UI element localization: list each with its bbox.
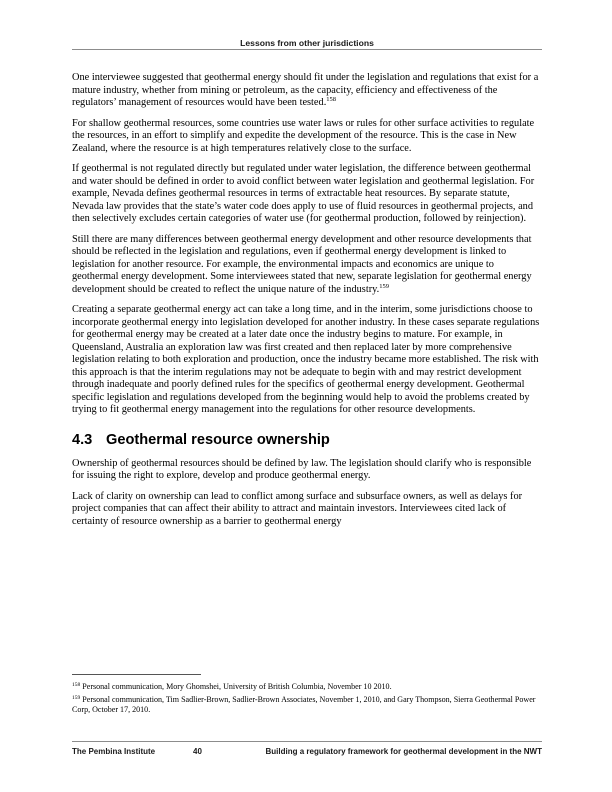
section-title: Geothermal resource ownership: [106, 431, 330, 448]
footnote-ref-158: 158: [326, 96, 337, 103]
page-number: 40: [193, 747, 202, 756]
section-heading: [72, 432, 542, 449]
header-divider: [72, 49, 542, 50]
main-content: [72, 72, 542, 536]
section-paragraph-2: Lack of clarity on ownership can lead to conflict among surface and subsurface owners, as well as delays for project companies that can affect their ability to attract and maintain investors. Interviewees cited lack of certainty of resource ownership as a barrier to geothermal energy: [72, 490, 523, 527]
footnotes: [72, 682, 542, 718]
paragraph-2: For shallow geothermal resources, some countries use water laws or rules for other surface activities to regulate the resources, in an effort to simplify and expedite the development of the resource. This is the case in New Zealand, where the resource is at high temperatures relatively close to the surface.: [72, 117, 535, 154]
footnote-divider: [72, 674, 201, 675]
footnote-158: $^{158}$ Personal communication, Mory Ghomshei, University of British Columbia, November 10 2010.: [72, 682, 392, 691]
footnote-159: $^{159}$ Personal communication, Tim Sadlier-Brown, Sadlier-Brown Associates, November 1, 2010, and Gary Thompson, Sierra Geothermal Power Corp, October 17, 2010.: [72, 694, 536, 715]
paragraph-5: Creating a separate geothermal energy act can take a long time, and in the interim, some jurisdictions choose to incorporate geothermal energy into legislation developed for another industry. In these cases separate regulations for geothermal energy may be created at a later date once the industry begins to mature. For example, in Queensland, Australia an exploration law was first created and then replaced later by more comprehensive legislation relating to both exploration and production, once the industry became more established. The risk with this approach is that the interim regulations may not be adequate to begin with and may restrict development through inadequate and poorly defined rules for the specifics of geothermal energy development. Geothermal specific legislation and regulations developed from the beginning would help to avoid the problems created by trying to fit geothermal energy management into the regulations for other resource developments.: [72, 304, 540, 415]
footer-organization: The Pembina Institute: [72, 747, 156, 756]
section-number: 4.3: [72, 431, 93, 448]
paragraph-1: One interviewee suggested that geothermal energy should fit under the legislation and regulations that exist for a mature industry, whether from mining or petroleum, as the capacity, efficiency and effectiveness of the regulators’ management of resources would have been tested.$^{158}$: [72, 72, 539, 108]
footer-document-title: Building a regulatory framework for geothermal development in the NWT: [265, 747, 542, 756]
running-header: Lessons from other jurisdictions: [240, 38, 374, 48]
section-paragraph-1: Ownership of geothermal resources should be defined by law. The legislation should clarify who is responsible for issuing the right to explore, develop and produce geothermal energy.: [72, 457, 532, 481]
footer-divider: [72, 741, 542, 742]
paragraph-3: If geothermal is not regulated directly but regulated under water legislation, the difference between geothermal and water should be defined in order to avoid conflict between water legislation and geothermal legislation. For example, Nevada defines geothermal resources in terms of extractable heat resources. By separate statute, Nevada law provides that the state’s water code does apply to use of fluid resources in geothermal projects, and then selectively excludes certain categories of water use (for geothermal production, followed by reinjection).: [72, 163, 535, 224]
paragraph-4: Still there are many differences between geothermal energy development and other resource developments that should be reflected in the legislation and regulations, even if geothermal energy development is linked to legislation for another resource. For example, the environmental impacts and economics are unique to geothermal energy development. Some interviewees stated that new, separate legislation for geothermal energy development should be created to reflect the unique nature of the industry.$^{159}$: [72, 233, 532, 295]
footnote-ref-159: 159: [379, 282, 389, 290]
